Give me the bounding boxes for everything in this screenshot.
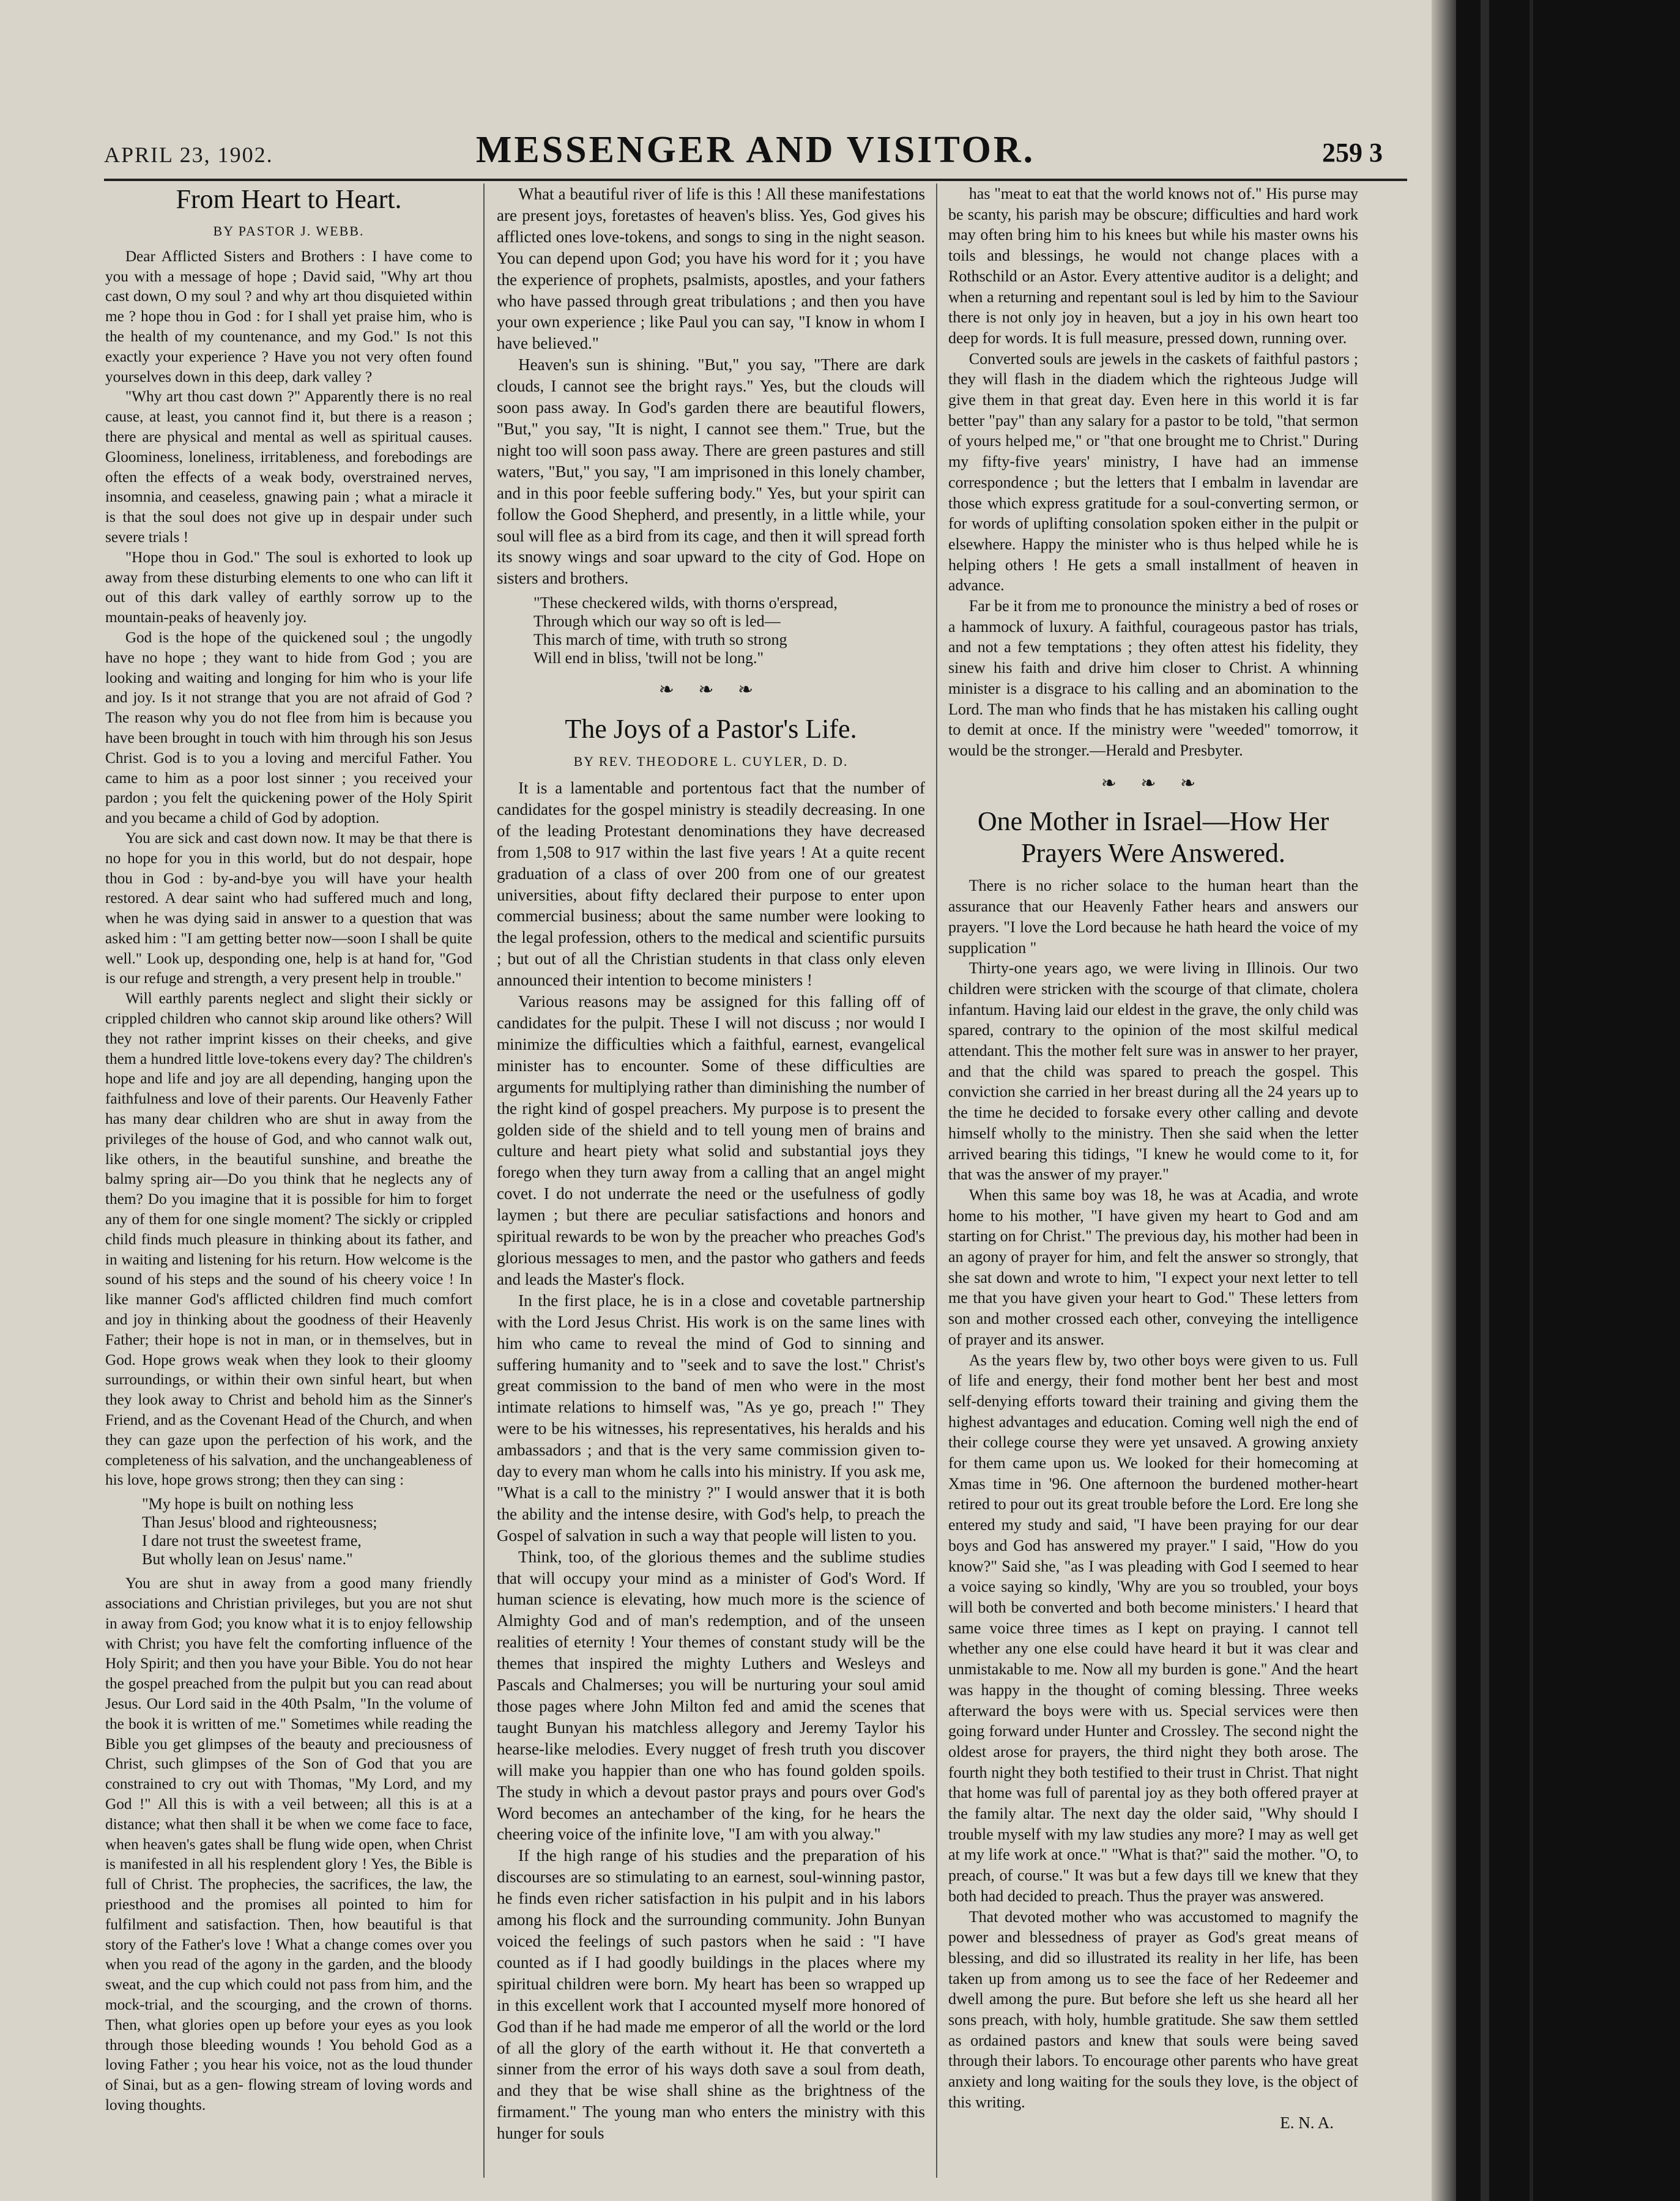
verse-line: Through which our way so oft is led— — [533, 612, 781, 631]
microfilm-border — [1456, 0, 1680, 2201]
column-3 — [948, 184, 1358, 2133]
paragraph: Will earthly parents neglect and slight their sickly or crippled children who cannot skip around like others? Will they not rather imprint kisses on their cheeks, and give them a hundred little love-tokens every day? The children's hope and life and joy are all depending, hanging upon the faithfulness and love of their parents. Our Heavenly Father has many dear children who are shut in away from the privileges of the house of God, and who cannot walk out, like others, in the beautiful sunshine, and breathe the balmy spring air—Do you think that he neglects any of them? Do you imagine that it is possible for him to forget any of them for one single moment? The sickly or crippled child finds much pleasure in thinking about its father, and in waiting and listening for his return. How welcome is the sound of his steps and the sound of his cheery voice ! In like manner God's afflicted children find much comfort and joy in thinking about the goodness of their Heavenly Father; their hope is not in man, or in themselves, but in God. Hope grows weak when they look to their gloomy surroundings, or within their own sinful heart, but when they look away to Christ and behold him as the Sinner's Friend, and as the Covenant Head of the Church, and when they can gaze upon the perfection of his work, and the completeness of his salvation, and the unchangeableness of his love, hope grows strong; then they can sing : — [105, 990, 472, 1489]
masthead — [104, 128, 1407, 177]
issue-date: APRIL 23, 1902. — [104, 143, 273, 167]
paragraph: Far be it from me to pronounce the ministry a bed of roses or a hammock of luxury. A faithful, courageous pastor has trials, and not a few temptations ; they often attest his fidelity, they sinew his faith and drive him closer to Christ. A whinning minister is a disgrace to his calling and an abomination to the Lord. The man who finds that he has mistaken his calling ought to demit at once. If the ministry were "weeded" tomorrow, it would be the stronger.—Herald and Presbyter. — [948, 597, 1358, 759]
paragraph: What a beautiful river of life is this ! All these manifestations are present joys, foretastes of heaven's bliss. Yes, God gives his afflicted ones love-tokens, and songs to sing in the night season. You can depend upon God; you have his word for it ; you have the experience of prophets, psalmists, apostles, and your fathers who have passed through great tribulations ; and then you have your own experience ; like Paul you can say, "I know in whom I have believed." — [497, 185, 925, 353]
newspaper-title: MESSENGER AND VISITOR. — [475, 129, 1036, 171]
paragraph: You are shut in away from a good many friendly associations and Christian privileges, but you are not shut in away from God; you know what it is to enjoy fellowship with Christ; you have felt the comforting influence of the Holy Spirit; and then you have your Bible. You do not hear the gospel preached from the pulpit but you can read about Jesus. Our Lord said in the 40th Psalm, "In the volume of the book it is written of me." Sometimes while reading the Bible you get glimpses of the beauty and preciousness of Christ, such glimpses of the Son of God that you are constrained to cry out with Thomas, "My Lord, and my God !" All this is with a veil between; all this is at a distance; what then shall it be when we come face to face, when heaven's gates shall be flung wide open, when Christ is manifested in all his resplendent glory ! Yes, the Bible is full of Christ. The prophecies, the sacrifices, the law, the priesthood and the promises all pointed to him for fulfilment and satisfaction. Then, how beautiful is that story of the Father's love ! What a change comes over you when you read of the agony in the garden, and the bloody sweat, and the cup which could not pass from him, and the mock-trial, and the scourging, and the crown of thorns. Then, what glories open up before your eyes as you look through those bleeding wounds ! You behold God as a loving Father ; you hear his voice, not as the loud thunder of Sinai, but as a gen- flowing stream of loving words and loving thoughts. — [105, 1575, 472, 2114]
paragraph: Think, too, of the glorious themes and the sublime studies that will occupy your mind as a minister of God's Word. If human science is elevating, how much more is the science of Almighty God and of man's redemption, and of the unseen realities of eternity ! Your themes of constant study will be the themes that inspired the mighty Luthers and Wesleys and Pascals and Chalmerses; you will be nurturing your soul amid those pages where John Milton fed and amid the scenes that taught Bunyan his matchless allegory and Jeremy Taylor his hearse-like melodies. Every nugget of fresh truth you discover will make you happier than one who has found golden spoils. The study in which a devout pastor prays and pours over God's Word becomes an antechamber of the king, for he hears the cheering voice of the infinite love, "I am with you alway." — [497, 1547, 925, 1844]
paragraph: That devoted mother who was accustomed to magnify the power and blessedness of prayer as God's great means of blessing, and did so illustrated its reality in her life, has been taken up from among us to see the face of her Redeemer and dwell among the pure. But before she left us she heard all her sons preach, with holy, humble gratitude. She saw them settled as ordained pastors and knew that souls were being saved through their labors. To encourage other parents who have great anxiety and long waiting for the souls they love, is the object of this writing. — [948, 1907, 1358, 2111]
paragraph: has "meat to eat that the world knows not of." His purse may be scanty, his parish may be obscure; difficulties and hard work may often bring him to his knees but while his master owns his toils and blessings, he would not change places with a Rothschild or an Astor. Every attentive auditor is a delight; and when a returning and repentant soul is led by him to the Saviour there is not only joy in heaven, but a joy in his own heart too deep for words. It is full measure, pressed down, running over. — [948, 185, 1358, 347]
paragraph: Dear Afflicted Sisters and Brothers : I have come to you with a message of hope ; David said, "Why art thou cast down, O my soul ? and why art thou disquieted within me ? hope thou in God : for I shall yet praise him, who is the health of my countenance, and my God." Is not this exactly your experience ? Have you not very often found yourselves down in this deep, dark valley ? — [105, 247, 472, 385]
page-number: 259 3 — [1322, 138, 1383, 168]
paragraph: You are sick and cast down now. It may be that there is no hope for you in this world, but do not despair, hope thou in God : by-and-bye you will have your health restored. A dear saint who had suffered much and long, when he was dying said in answer to a question that was asked him : "I am getting better now—soon I shall be quite well." Look up, desponding one, help is at hand for, "God is our refuge and strength, a very present help in trouble." — [105, 829, 472, 987]
section-ornament: ❧ ❧ ❧ — [1101, 773, 1206, 793]
verse — [533, 594, 925, 667]
paragraph: As the years flew by, two other boys were given to us. Full of life and energy, their fond mother bent her best and most self-denying efforts toward their training and giving them the highest advantages and education. Coming well nigh the end of their college course they were yet unsaved. A growing anxiety for them came upon us. We looked for their homecoming at Xmas time in '96. One afternoon the burdened mother-heart retired to pour out its great trouble before the Lord. Ere long she entered my study and said, "I have been praying for our dear boys and God has answered my prayer." I said, "How do you know?" Said she, "as I was pleading with God I seemed to hear a voice saying so kindly, 'Why are you so troubled, your boys will both be converted and both become ministers.' I heard that same voice three times as I kept on praying. I cannot tell whether any one else could have heard it but it was clear and unmistakable to me. Now all my burden is gone." And the heart was happy in the thought of coming blessing. Three weeks afterward the boys were with us. Special services were then going forward under Hunter and Crossley. The second night the oldest arose for prayers, the third night they both arose. The fourth night they both testified to their trust in Christ. That night that home was full of parental joy as they both offered prayer at the family altar. The next day the older said, "Why should I trouble myself with my law studies any more? I may as well get at my life work at once." "What is that?" said the mother. "O, to preach, of course." It was but a few days till we knew that they both had decided to preach. Thus the prayer was answered. — [948, 1351, 1358, 1905]
paragraph: Heaven's sun is shining. "But," you say, "There are dark clouds, I cannot see the bright rays." Yes, but the clouds will soon pass away. In God's garden there are beautiful flowers, "But," you say, "It is night, I cannot see them." True, but the night too will soon pass away. There are green pastures and still waters, "But," you say, "I am imprisoned in this lonely chamber, and in this poor feeble suffering body." Yes, but your spirit can follow the Good Shepherd, and presently, in a little while, your soul will flee as a bird from its cage, and then it will spread forth its snowy wings and soar upward to the city of God. Hope on sisters and brothers. — [497, 355, 925, 588]
paragraph: "Why art thou cast down ?" Apparently there is no real cause, at least, you cannot find it, but there is a reason ; there are physical and mental as well as spiritual causes. Gloominess, loneliness, irritableness, and forebodings are often the effects of a weak body, overstrained nerves, insomnia, and ceaseless, gnawing pain ; what a miracle it is that the soul does not give up in despair under such severe trials ! — [105, 388, 472, 546]
verse-line: Will end in bliss, 'twill not be long." — [533, 649, 764, 667]
paragraph: Various reasons may be assigned for this falling off of candidates for the pulpit. These I will not discuss ; nor would I minimize the difficulties which a faithful, earnest, evangelical minister has to encounter. Some of these difficulties are arguments for multiplying rather than diminishing the number of the right kind of gospel preachers. My purpose is to present the golden side of the shield and to tell young men of brains and culture and heart piety what solid and substantial joys they forego when they turn away from a calling that an angel might covet. I do not underrate the need or the usefulness of godly laymen ; but there are peculiar satisfactions and honors and spiritual rewards to be won by the preacher who preaches God's glorious messages to men, and the pastor who gathers and feeds and leads the Master's flock. — [497, 992, 925, 1288]
column-divider — [483, 184, 485, 2178]
verse-line: But wholly lean on Jesus' name." — [142, 1550, 353, 1568]
paragraph: In the first place, he is in a close and covetable partnership with the Lord Jesus Christ. His work is on the same lines with him who came to reveal the mind of God to sinning and suffering humanity and to "seek and to save the lost." Christ's great commission to the band of men who were in the most intimate relations to himself was, "As ye go, preach !" They were to be his witnesses, his representatives, his heralds and his ambassadors ; and that is the very same commission given to-day to every man whom he calls into his ministry. If you ask me, "What is a call to the ministry ?" I would answer that it is both the ability and the intense desire, with God's help, to preach the Gospel of salvation in such a way that people will listen to you. — [497, 1291, 925, 1545]
masthead-rule — [104, 179, 1407, 181]
film-strip — [1481, 0, 1489, 2201]
verse-line: "My hope is built on nothing less — [142, 1495, 354, 1513]
paragraph: Thirty-one years ago, we were living in Illinois. Our two children were stricken with the scourge of that climate, cholera infantum. Having laid our eldest in the grave, the only child was spared, contrary to the opinion of the most skilful medical attendant. This the mother felt sure was in answer to her prayer, and that the child was spared to preach the gospel. This conviction she carried in her breast during all the 24 years up to the time he decided to forsake every other calling and devote himself wholly to the ministry. Then she said when the letter arrived bearing this tidings, "I knew he would come to it, for that was the answer of my prayer." — [948, 959, 1358, 1184]
verse — [142, 1495, 472, 1568]
paragraph: Converted souls are jewels in the caskets of faithful pastors ; they will flash in the diadem which the righteous Judge will give them in that great day. Even here in this world it is far better "pay" than any salary for a pastor to be told, "that sermon of yours helped me," or "that one brought me to Christ." During my fifty-five years' ministry, I have had an immense correspondence ; but the letters that I embalm in lavendar are those which express gratitude for a soul-converting sermon, or for words of uplifting consolation spoken either in the pulpit or elsewhere. Happy the minister who is thus helped while he is helping others ! He gets a small installment of heaven in advance. — [948, 349, 1358, 595]
paragraph: When this same boy was 18, he was at Acadia, and wrote home to his mother, "I have given my heart to God and am starting on for Christ." The previous day, his mother had been in an agony of prayer for him, and felt the answer so strongly, that she sat down and wrote to him, "I expect your next letter to tell me that you have given your heart to God." These letters from son and mother crossed each other, conveying the intelligence of prayer and its answer. — [948, 1186, 1358, 1348]
column-2 — [497, 184, 925, 2144]
column-divider — [936, 184, 937, 2178]
page-edge-shadow — [1432, 0, 1456, 2201]
author-signature: E. N. A. — [1280, 2113, 1334, 2132]
article-headline: From Heart to Heart. — [176, 184, 402, 214]
paragraph: If the high range of his studies and the preparation of his discourses are so stimulating to an earnest, soul-winning pastor, he finds even richer satisfaction in his pulpit and in his labors among his flock and the surrounding community. John Bunyan voiced the feelings of such pastors when he said : "I have counted as if I had goodly buildings in the places where my spiritual children were born. My heart has been so wrapped up in this excellent work that I accounted myself more honored of God than if he had made me emperor of all the world or the lord of all the glory of the earth without it. He that converteth a sinner from the error of his ways doth save a soul from death, and they that be wise shall shine as the brightness of the firmament." The young man who enters the ministry with this hunger for souls — [497, 1846, 925, 2143]
paragraph: "Hope thou in God." The soul is exhorted to look up away from these disturbing elements to one who can lift it out of this dark valley of earthly sorrow up to the mountain-peaks of heavenly joy. — [105, 548, 472, 626]
film-strip — [1529, 0, 1533, 2201]
column-1 — [105, 184, 472, 2115]
section-ornament: ❧ ❧ ❧ — [658, 680, 764, 700]
article-byline: BY PASTOR J. WEBB. — [213, 223, 365, 239]
article-byline: BY REV. THEODORE L. CUYLER, D. D. — [573, 754, 849, 770]
verse-line: "These checkered wilds, with thorns o'erspread, — [533, 594, 838, 612]
article-headline: The Joys of a Pastor's Life. — [565, 714, 857, 744]
verse-line: Than Jesus' blood and righteousness; — [142, 1513, 377, 1532]
paragraph: It is a lamentable and portentous fact that the number of candidates for the gospel ministry is steadily decreasing. In one of the leading Protestant denominations they have decreased from 1,508 to 917 within the last five years ! At a quite recent graduation of a class of over 200 from one of our greatest universities, about fifty declared their purpose to enter upon commercial business; about the same number were looking to the legal profession, others to the medical and scientific pursuits ; but out of all the Christian students in that class only eleven announced their intention to become ministers ! — [497, 779, 925, 990]
article-headline: One Mother in Israel—How Her Prayers Were Answered. — [977, 806, 1329, 869]
paragraph: God is the hope of the quickened soul ; the ungodly have no hope ; they want to hide from God ; you are looking and waiting and longing for him who is your life and joy. Is it not strange that you are not afraid of God ? The reason why you do not flee from him is because you have been brought in touch with him through his son Jesus Christ. God is to you a loving and merciful Father. You came to him as a poor lost sinner ; you received your pardon ; you felt the quickening power of the Holy Spirit and you became a child of God by adoption. — [105, 628, 472, 827]
verse-line: This march of time, with truth so strong — [533, 631, 787, 649]
verse-line: I dare not trust the sweetest frame, — [142, 1532, 362, 1550]
paragraph: There is no richer solace to the human heart than the assurance that our Heavenly Father hears and answers our prayers. "I love the Lord because he hath heard the voice of my supplication " — [948, 877, 1358, 957]
